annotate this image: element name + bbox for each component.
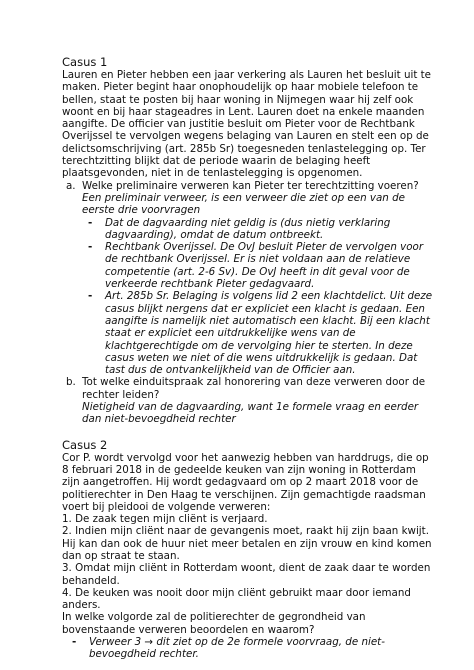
question-b bbox=[62, 376, 434, 425]
casus-1-questions bbox=[62, 180, 434, 426]
casus-2-question: In welke volgorde zal de politierechter de gegrondheid van bovenstaande verweren beoordelen en waarom? bbox=[62, 611, 366, 636]
question-b-answer: Nietigheid van de dagvaarding, want 1e formele vraag en eerder dan niet-bevoegdheid rechter bbox=[82, 401, 419, 426]
casus-2 bbox=[62, 439, 434, 661]
answer-dash-item bbox=[82, 241, 434, 290]
answer-dash-text: Rechtbank Overijssel. De OvJ besluit Pieter de vervolgen voor de rechtbank Overijssel. Er is niet voldaan aan de relatieve competentie (art. 2-6 Sv). De OvJ heeft in dit geval voor de verkeerde rechtbank Pieter gedagvaard. bbox=[105, 241, 424, 291]
casus-1-title: Casus 1 bbox=[62, 55, 108, 69]
defense-item: 1. De zaak tegen mijn cliënt is verjaard. bbox=[62, 513, 268, 526]
casus-2-intro: Cor P. wordt vervolgd voor het aanwezig hebben van harddrugs, die op 8 februari 2018 in de gedeelde keuken van zijn woning in Rotterdam zijn aangetroffen. Hij wordt gedagvaard om op 2 maart 2018 voor de politierechter in Den Haag te verschijnen. Zijn gemachtigde raadsman voert bij pleidooi de volgende verweren: bbox=[62, 451, 429, 513]
question-b-text: Tot welke einduitspraak zal honorering van deze verweren door de rechter leiden? bbox=[82, 376, 426, 401]
casus-1-intro: Lauren en Pieter hebben een jaar verkering als Lauren het besluit uit te maken. Pieter begint haar onophoudelijk op haar mobiele telefoon te bellen, staat te posten bij haar woning in Nijmegen waar hij zelf ook woont en bij haar stageadres in Lent. Lauren doet na enkele maanden aangifte. De officier van justitie besluit om Pieter voor de Rechtbank Overijssel te vervolgen wegens belaging van Lauren en stelt een op de delictsomschrijving (art. 285b Sr) toegesneden tenlastelegging op. Ter terechtzitting blijkt dat de periode waarin de belaging heeft plaatsgevonden, niet in de tenlastelegging is opgenomen. bbox=[62, 69, 432, 180]
dash-bullet: - bbox=[88, 216, 93, 229]
dash-bullet: - bbox=[88, 241, 93, 254]
question-a bbox=[62, 180, 434, 217]
defense-item: 3. Omdat mijn cliënt in Rotterdam woont, dient de zaak daar te worden behandeld. bbox=[62, 562, 431, 587]
question-b-marker: b. bbox=[66, 376, 76, 389]
answer-dash-text: Art. 285b Sr. Belaging is volgens lid 2 een klachtdelict. Uit deze casus blijkt nergens dat er expliciet een klacht is gedaan. Een aangifte is namelijk niet automatisch een klacht. Bij een klacht staat er expliciet een uitdrukkelijke wens van de klachtgerechtigde om de vervolging hier te sterten. In deze casus weten we niet of die wens uitdrukkelijk is gedaan. Dat tast dus de ontvankelijkheid van de Officier aan. bbox=[105, 290, 433, 377]
answer-dash-item bbox=[82, 290, 434, 376]
question-a-marker: a. bbox=[66, 179, 76, 192]
dash-bullet: - bbox=[72, 636, 77, 649]
question-a-answer: Een preliminair verweer, is een verweer die ziet op een van de eerste drie voorvragen bbox=[82, 191, 405, 217]
answer-dash-item bbox=[82, 217, 434, 242]
casus-2-answer-item bbox=[66, 636, 434, 661]
question-a-text: Welke preliminaire verweren kan Pieter ter terechtzitting voeren? bbox=[82, 179, 419, 192]
defense-item: 4. De keuken was nooit door mijn cliënt gebruikt maar door iemand anders. bbox=[62, 586, 411, 612]
casus-2-title: Casus 2 bbox=[62, 437, 108, 452]
dash-bullet: - bbox=[88, 290, 93, 303]
section-gap bbox=[62, 426, 434, 439]
defense-item: 2. Indien mijn cliënt naar de gevangenis moet, raakt hij zijn baan kwijt. Hij kan dan ook de huur niet meer betalen en zijn vrouw en kind komen dan op straat te staan. bbox=[62, 525, 432, 562]
casus-2-answer: Verweer 3 → dit ziet op de 2e formele voorvraag, de niet-bevoegdheid rechter. bbox=[89, 636, 385, 661]
casus-1 bbox=[62, 56, 434, 426]
answer-dash-text: Dat de dagvaarding niet geldig is (dus nietig verklaring dagvaarding), omdat de datum ontbreekt. bbox=[105, 216, 391, 241]
